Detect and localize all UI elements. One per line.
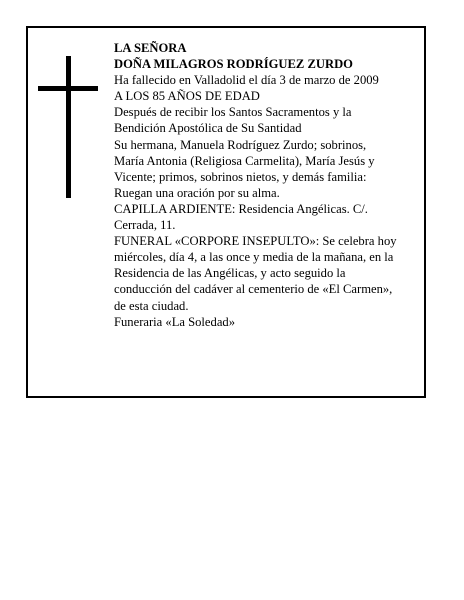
funeral-line-1: FUNERAL «CORPORE INSEPULTO»: Se celebra hoy bbox=[114, 234, 397, 249]
chapel-line-2: Cerrada, 11. bbox=[114, 218, 176, 233]
obituary-text bbox=[114, 40, 426, 330]
heading-title: LA SEÑORA bbox=[114, 41, 187, 55]
prayer-line: Ruegan una oración por su alma. bbox=[114, 185, 280, 200]
cross-vertical-bar bbox=[66, 56, 71, 198]
deceased-name: DOÑA MILAGROS RODRÍGUEZ ZURDO bbox=[114, 57, 353, 72]
family-line-3: Vicente; primos, sobrinos nietos, y demás familia: bbox=[114, 169, 367, 184]
funeral-line-3: Residencia de las Angélicas, y acto seguido la bbox=[114, 266, 346, 281]
sacraments-line-2: Bendición Apostólica de Su Santidad bbox=[114, 121, 302, 136]
funeral-line-4: conducción del cadáver al cementerio de «El Carmen», bbox=[114, 282, 393, 297]
sacraments-line-1: Después de recibir los Santos Sacramentos y la bbox=[114, 105, 352, 120]
age-line: A LOS 85 AÑOS DE EDAD bbox=[114, 89, 260, 104]
funeral-line-5: de esta ciudad. bbox=[114, 298, 189, 313]
obituary-notice bbox=[26, 26, 426, 398]
chapel-line-1: CAPILLA ARDIENTE: Residencia Angélicas. C/. bbox=[114, 201, 368, 216]
family-line-1: Su hermana, Manuela Rodríguez Zurdo; sobrinos, bbox=[114, 137, 367, 152]
death-date-line: Ha fallecido en Valladolid el día 3 de marzo de 2009 bbox=[114, 73, 379, 88]
family-line-2: María Antonia (Religiosa Carmelita), María Jesús y bbox=[114, 153, 375, 168]
cross-horizontal-bar bbox=[38, 86, 98, 91]
funeral-line-2: miércoles, día 4, a las once y media de la mañana, en la bbox=[114, 250, 394, 265]
latin-cross-icon bbox=[38, 56, 98, 198]
funeral-home-line: Funeraria «La Soledad» bbox=[114, 314, 235, 329]
